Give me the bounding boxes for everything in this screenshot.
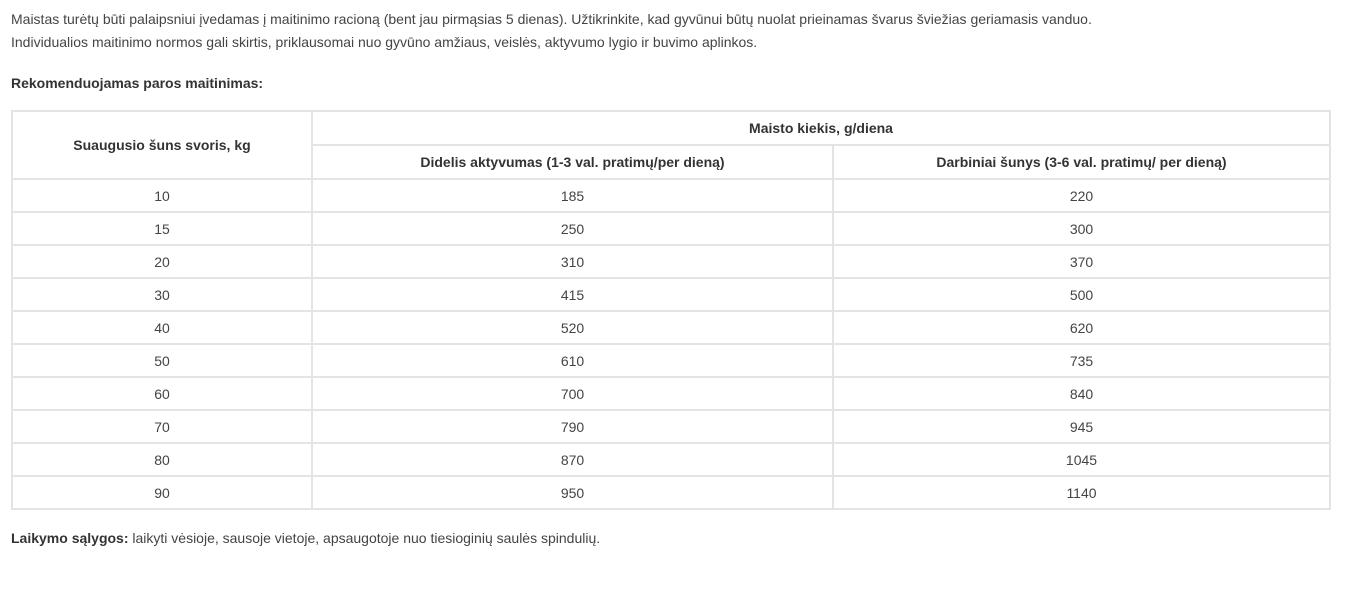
table-row bbox=[12, 410, 1330, 443]
working-dogs-cell: 735 bbox=[833, 344, 1330, 377]
weight-cell: 40 bbox=[12, 311, 312, 344]
section-title: Rekomenduojamas paros maitinimas: bbox=[11, 75, 264, 91]
feeding-table bbox=[11, 110, 1331, 510]
high-activity-cell: 950 bbox=[312, 476, 833, 509]
header-row-1 bbox=[12, 111, 1330, 145]
working-dogs-cell: 220 bbox=[833, 179, 1330, 212]
intro-text bbox=[11, 8, 1344, 54]
working-dogs-cell: 500 bbox=[833, 278, 1330, 311]
high-activity-cell: 520 bbox=[312, 311, 833, 344]
high-activity-cell: 610 bbox=[312, 344, 833, 377]
table-row bbox=[12, 245, 1330, 278]
storage-label: Laikymo sąlygos: bbox=[11, 530, 129, 546]
table-row bbox=[12, 476, 1330, 509]
working-dogs-cell: 945 bbox=[833, 410, 1330, 443]
high-activity-cell: 415 bbox=[312, 278, 833, 311]
weight-cell: 30 bbox=[12, 278, 312, 311]
intro-line-1: Maistas turėtų būti palaipsniui įvedamas į maitinimo racioną (bent jau pirmąsias 5 dienas). Užtikrinkite, kad gyvūnui būtų nuolat prieinamas švarus šviežias geriamasis vanduo. bbox=[11, 11, 1092, 27]
table-row bbox=[12, 377, 1330, 410]
working-dogs-cell: 840 bbox=[833, 377, 1330, 410]
table-row bbox=[12, 278, 1330, 311]
working-dogs-cell: 370 bbox=[833, 245, 1330, 278]
high-activity-cell: 700 bbox=[312, 377, 833, 410]
weight-cell: 90 bbox=[12, 476, 312, 509]
weight-cell: 80 bbox=[12, 443, 312, 476]
storage-text: laikyti vėsioje, sausoje vietoje, apsaugotoje nuo tiesioginių saulės spindulių. bbox=[128, 530, 601, 546]
working-dogs-cell: 300 bbox=[833, 212, 1330, 245]
table-row bbox=[12, 179, 1330, 212]
high-activity-cell: 250 bbox=[312, 212, 833, 245]
table-row bbox=[12, 344, 1330, 377]
table-row bbox=[12, 443, 1330, 476]
weight-cell: 15 bbox=[12, 212, 312, 245]
high-activity-cell: 185 bbox=[312, 179, 833, 212]
high-activity-column-header: Didelis aktyvumas (1-3 val. pratimų/per dieną) bbox=[312, 145, 833, 179]
working-dogs-cell: 620 bbox=[833, 311, 1330, 344]
intro-line-2: Individualios maitinimo normos gali skirtis, priklausomai nuo gyvūno amžiaus, veislės, aktyvumo lygio ir buvimo aplinkos. bbox=[11, 34, 758, 50]
weight-cell: 20 bbox=[12, 245, 312, 278]
high-activity-cell: 790 bbox=[312, 410, 833, 443]
table-row bbox=[12, 212, 1330, 245]
working-dogs-cell: 1045 bbox=[833, 443, 1330, 476]
food-amount-group-header: Maisto kiekis, g/diena bbox=[312, 111, 1330, 145]
weight-cell: 10 bbox=[12, 179, 312, 212]
working-dogs-cell: 1140 bbox=[833, 476, 1330, 509]
weight-column-header: Suaugusio šuns svoris, kg bbox=[12, 111, 312, 179]
storage-conditions bbox=[11, 529, 1344, 547]
high-activity-cell: 310 bbox=[312, 245, 833, 278]
table-row bbox=[12, 311, 1330, 344]
working-dogs-column-header: Darbiniai šunys (3-6 val. pratimų/ per dieną) bbox=[833, 145, 1330, 179]
weight-cell: 60 bbox=[12, 377, 312, 410]
weight-cell: 70 bbox=[12, 410, 312, 443]
weight-cell: 50 bbox=[12, 344, 312, 377]
high-activity-cell: 870 bbox=[312, 443, 833, 476]
